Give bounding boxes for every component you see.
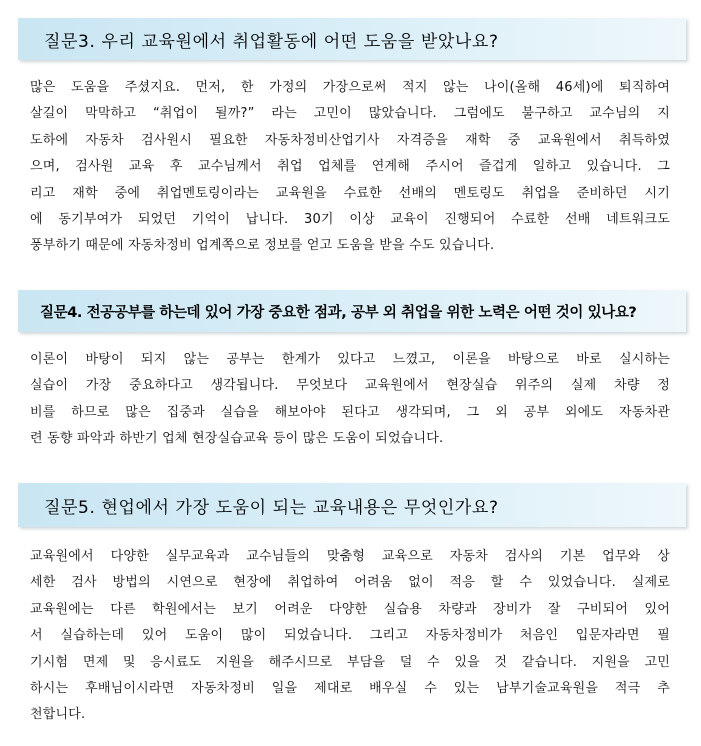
answer-line: 교육원에는 다른 학원에서는 보기 어려운 다양한 실습용 차량과 장비가 잘 구비되어 있어 [30, 601, 670, 617]
answer-line: 으며, 검사원 교육 후 교수님께서 취업 업체를 연계해 주시어 즐겁게 일하고 있습니다. 그 [30, 159, 670, 175]
question-4-heading: 질문4. 전공공부를 하는데 있어 가장 중요한 점과, 공부 외 취업을 위한 노력은 어떤 것이 있나요? [40, 304, 637, 321]
answer-line: 세한 검사 방법의 시연으로 현장에 취업하여 어려움 없이 적응 할 수 있었습니다. 실제로 [30, 575, 670, 591]
answer-line: 련 동향 파악과 하반기 업체 현장실습교육 등이 많은 도움이 되었습니다. [30, 431, 444, 447]
question-5-heading: 질문5. 현업에서 가장 도움이 되는 교육내용은 무엇인가요? [44, 497, 499, 518]
question-5-answer [30, 544, 670, 729]
answer-line: 많은 도움을 주셨지요. 먼저, 한 가정의 가장으로써 적지 않는 나이(올해 46세)에 퇴직하여 [30, 80, 670, 95]
answer-line: 천합니다. [30, 707, 86, 723]
answer-line: 기시험 면제 및 응시료도 지원을 해주시므로 부담을 덜 수 있을 것 같습니다. 지원을 고민 [30, 654, 670, 670]
answer-line: 비를 하므로 많은 집중과 실습을 해보아야 된다고 생각되며, 그 외 공부 외에도 자동차관 [30, 404, 670, 420]
answer-line: 하시는 후배님이시라면 자동차정비 일을 제대로 배우실 수 있는 남부기술교육원을 적극 추 [30, 680, 670, 696]
question-3-answer [30, 75, 670, 260]
answer-line: 리고 재학 중에 취업멘토링이라는 교육원을 수료한 선배의 멘토링도 취업을 준비하던 시기 [30, 185, 670, 201]
question-4-answer [30, 347, 670, 453]
answer-line: 교육원에서 다양한 실무교육과 교수님들의 맞춤형 교육으로 자동차 검사의 기본 업무와 상 [30, 549, 670, 564]
question-4-header [18, 290, 686, 332]
question-3-heading: 질문3. 우리 교육원에서 취업활동에 어떤 도움을 받았나요? [44, 31, 499, 52]
answer-line: 실습이 가장 중요하다고 생각됩니다. 무엇보다 교육원에서 현장실습 위주의 실제 차량 정 [30, 378, 670, 394]
answer-line: 도하에 자동차 검사원시 필요한 자동차정비산업기사 자격증을 재학 중 교육원에서 취득하였 [30, 132, 670, 148]
answer-line: 살길이 막막하고 “취업이 될까?” 라는 고민이 많았습니다. 그럼에도 불구하고 교수님의 지 [30, 106, 670, 122]
answer-line: 풍부하기 때문에 자동차정비 업계쪽으로 정보를 얻고 도움을 받을 수도 있습니다. [30, 238, 495, 254]
answer-line: 에 동기부여가 되었던 기억이 납니다. 30기 이상 교육이 진행되어 수료한 선배 네트워크도 [30, 211, 670, 227]
answer-line: 이론이 바탕이 되지 않는 공부는 한계가 있다고 느꼈고, 이론을 바탕으로 바로 실시하는 [30, 352, 670, 367]
answer-line: 서 실습하는데 있어 도움이 많이 되었습니다. 그리고 자동차정비가 처음인 입문자라면 필 [30, 628, 670, 644]
question-3-header [18, 18, 686, 60]
question-5-header [18, 483, 686, 527]
